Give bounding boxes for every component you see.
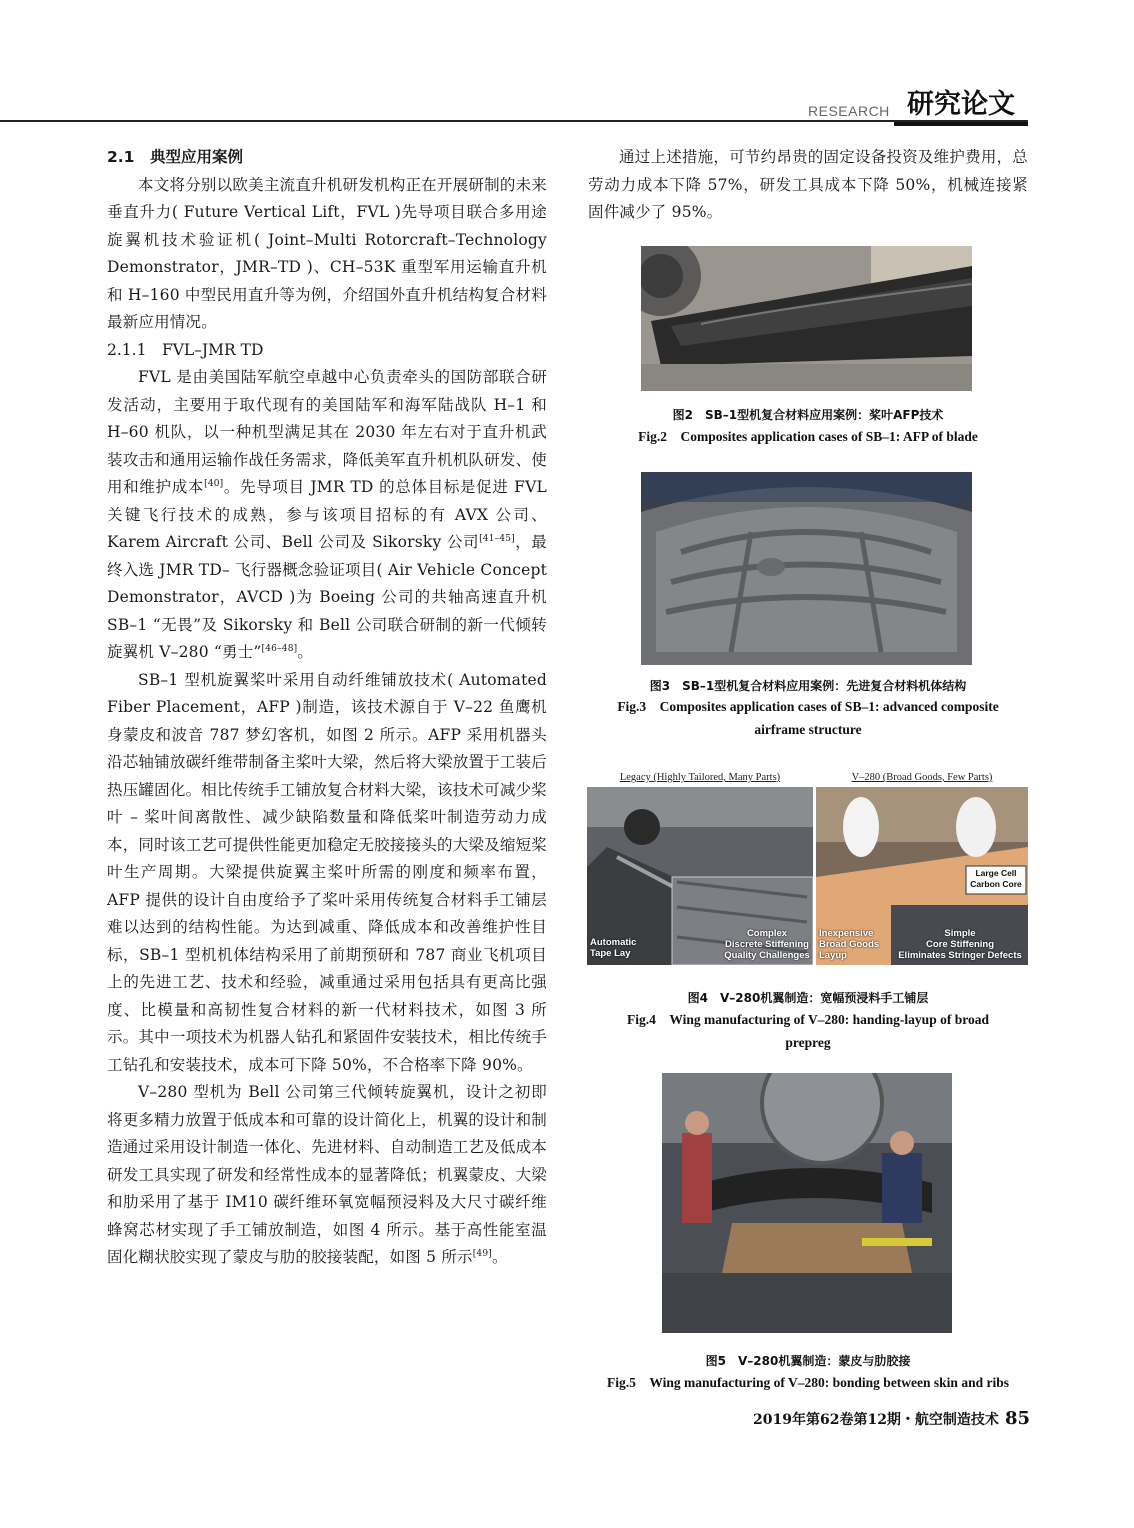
- label-large-cell-carbon-core: Large Cell Carbon Core: [970, 868, 1022, 889]
- label-simple-core-stiffening: Simple Core Stiffening Eliminates Stringer Defects: [898, 928, 1022, 961]
- label-complex-stiffening: Complex Discrete Stiffening Quality Challenges: [724, 928, 810, 961]
- figure-5-caption-cn: 图5 V–280机翼制造：蒙皮与肋胶接: [705, 1354, 911, 1368]
- header-rule: [0, 120, 1028, 122]
- figure-2-caption-en: Fig.2 Composites application cases of SB–1: AFP of blade: [638, 429, 978, 444]
- label-inexpensive-broad-goods: Inexpensive Broad Goods Layup: [819, 928, 880, 961]
- figure-4-caption-cn: 图4 V–280机翼制造：宽幅预浸料手工铺层: [687, 991, 929, 1005]
- paragraph-fvl: FVL 是由美国陆军航空卓越中心负责牵头的国防部联合研发活动，主要用于取代现有的美国陆军和海军陆战队 H–1 和 H–60 机队，以一种机型满足其在 2030 年左右对于直升机武装攻击和通用运输作战任务需求，降低美军直升机机队研发、使用和维护成本[40]。先导项目 JMR TD 的总体目标是促进 FVL 关键飞行技术的成熟，参与该项目招标的有 AVX 公司、Karem Aircraft 公司、Bell 公司及 Sikorsky 公司[41–45]，最终入选 JMR TD– 飞行器概念验证项目( Air Vehicle Concept Demonstrator，AVCD )为 Boeing 公司的共轴高速直升机 SB–1 “无畏”及 Sikorsky 和 Bell 公司联合研制的新一代倾转旋翼机 V–280 “勇士”[46–48]。: [107, 368, 547, 661]
- figure-2-caption-cn: 图2 SB–1型机复合材料应用案例：桨叶AFP技术: [672, 408, 944, 422]
- paragraph-v280: V–280 型机为 Bell 公司第三代倾转旋翼机，设计之初即将更多精力放置于低成本和可靠的设计简化上，机翼的设计和制造通过采用设计制造一体化、先进材料、自动制造工艺及低成本研发工具实现了研发和经常性成本的显著降低；机翼蒙皮、大梁和肋采用了基于 IM10 碳纤维环氧宽幅预浸料及大尺寸碳纤维蜂窝芯材实现了手工铺放制造，如图 4 所示。基于高性能室温固化糊状胶实现了蒙皮与肋的胶接装配，如图 5 所示[49]。: [107, 1083, 547, 1266]
- figure-3-caption-en-line2: airframe structure: [754, 722, 862, 737]
- paragraph-intro: 本文将分别以欧美主流直升机研发机构正在开展研制的未来垂直升力( Future Vertical Lift，FVL )先导项目联合多用途旋翼机技术验证机( Joint–Multi Rotorcraft–Technology Demonstrator，JMR–TD )、CH–53K 重型军用运输直升机和 H–160 中型民用直升等为例，介绍国外直升机结构复合材料最新应用情况。: [107, 175, 547, 331]
- citation-ref: [46–48]: [261, 643, 298, 654]
- right-column: [588, 144, 1028, 227]
- header-section-title: 研究论文: [894, 80, 1028, 126]
- figure-4-panel-right-title: V–280 (Broad Goods, Few Parts): [851, 772, 993, 783]
- figure-4-panel-left-title: Legacy (Highly Tailored, Many Parts): [619, 772, 781, 783]
- figure-4-left-photo: [587, 787, 813, 965]
- figure-4-caption-en-line1: Fig.4 Wing manufacturing of V–280: handing-layup of broad: [627, 1012, 989, 1027]
- figure-2-photo: [641, 246, 972, 391]
- airframe-illustration: [641, 472, 972, 665]
- paragraph-sb1: SB–1 型机旋翼桨叶采用自动纤维铺放技术( Automated Fiber Placement，AFP )制造，该技术源自于 V–22 鱼鹰机身蒙皮和波音 787 梦幻客机，如图 2 所示。AFP 采用机器头沿芯轴铺放碳纤维带制备主桨叶大梁，然后将大梁放置于工装后热压罐固化。相比传统手工铺放复合材料大梁，该技术可减少桨叶 – 桨叶间离散性、减少缺陷数量和降低桨叶制造劳动力成本，同时该工艺可提供性能更加稳定无胶接接头的大梁及缩短桨叶生产周期。大梁提供旋翼主桨叶所需的刚度和频率布置，AFP 提供的设计自由度给予了桨叶采用传统复合材料手工铺层难以达到的结构性能。为达到减重、降低成本和改善维护性目标，SB–1 型机机体结构采用了前期预研和 787 商业飞机项目上的先进工艺、技术和经验，减重通过采用包括具有更高比强度、比模量和高韧性复合材料的新一代材料技术，如图 3 所示。其中一项技术为机器人钻孔和紧固件安装技术，相比传统手工钻孔和安装技术，成本可下降 50%，不合格率下降 90%。: [107, 670, 547, 1074]
- bonding-illustration: [662, 1073, 952, 1333]
- citation-ref: [41–45]: [479, 533, 515, 544]
- subsection-heading: 2.1.1 FVL–JMR TD: [107, 340, 264, 359]
- page-footer: [700, 1408, 1030, 1429]
- figure-3-photo: [641, 472, 972, 665]
- left-column: [107, 144, 547, 1272]
- figure-3-caption-en-line1: Fig.3 Composites application cases of SB–1: advanced composite: [617, 699, 999, 714]
- citation-ref: [40]: [204, 478, 224, 489]
- citation-ref: [49]: [472, 1248, 492, 1259]
- blade-illustration: [641, 246, 972, 391]
- figure-4-right-photo: [816, 787, 1028, 965]
- journal-info: 2019年第62卷第12期・航空制造技术: [753, 1412, 999, 1428]
- label-automatic-tape-lay: Automatic Tape Lay: [590, 937, 637, 959]
- section-heading: 2.1 典型应用案例: [107, 148, 243, 166]
- figure-4-caption-en-line2: prepreg: [785, 1035, 831, 1050]
- header-research-label: RESEARCH: [808, 103, 890, 119]
- figure-3-caption-cn: 图3 SB–1型机复合材料应用案例：先进复合材料机体结构: [649, 679, 967, 693]
- page-number: 85: [1004, 1408, 1030, 1429]
- paragraph-savings: 通过上述措施，可节约昂贵的固定设备投资及维护费用，总劳动力成本下降 57%，研发工具成本下降 50%，机械连接紧固件减少了 95%。: [588, 148, 1028, 221]
- figure-5-photo: [662, 1073, 952, 1333]
- figure-5-caption-en: Fig.5 Wing manufacturing of V–280: bonding between skin and ribs: [607, 1375, 1009, 1390]
